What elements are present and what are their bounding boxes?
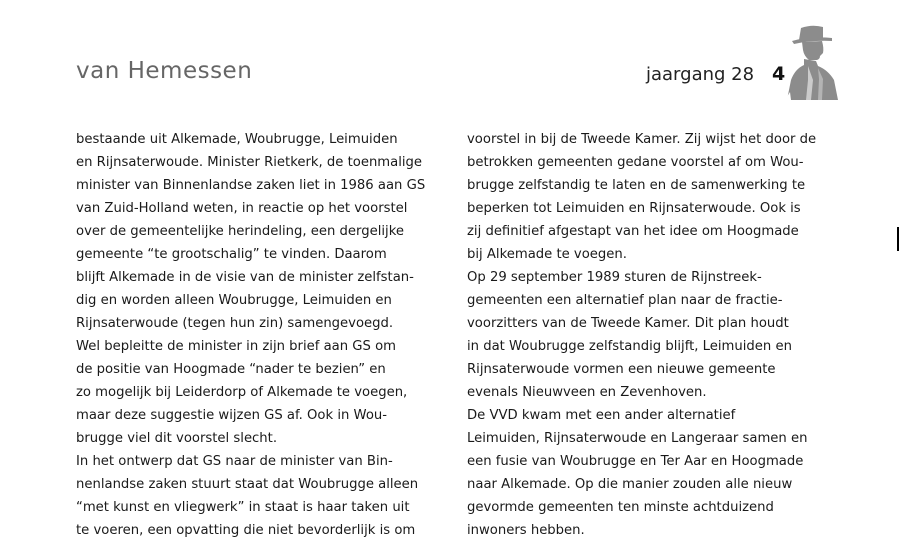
text-line: beperken tot Leimuiden en Rijnsaterwoude. Ook is bbox=[467, 201, 801, 216]
text-line: zo mogelijk bij Leiderdorp of Alkemade te voegen, bbox=[76, 385, 408, 400]
text-line: Rijnsaterwoude vormen een nieuwe gemeente bbox=[467, 362, 776, 377]
text-column-right bbox=[467, 128, 827, 542]
text-cursor bbox=[897, 227, 899, 251]
text-line: gemeente “te grootschalig” te vinden. Daarom bbox=[76, 247, 387, 262]
text-line: voorstel in bij de Tweede Kamer. Zij wijst het door de bbox=[467, 132, 817, 147]
page-number: 4 bbox=[772, 63, 786, 85]
text-line: Wel bepleitte de minister in zijn brief aan GS om bbox=[76, 339, 396, 354]
text-line: en Rijnsaterwoude. Minister Rietkerk, de toenmalige bbox=[76, 155, 423, 170]
text-line: te voeren, een opvatting die niet bevorderlijk is om bbox=[76, 523, 416, 538]
text-line: Rijnsaterwoude (tegen hun zin) samengevoegd. bbox=[76, 316, 394, 331]
text-line: over de gemeentelijke herindeling, een dergelijke bbox=[76, 224, 404, 239]
masthead-title: van Hemessen bbox=[76, 58, 253, 84]
text-line: bij Alkemade te voegen. bbox=[467, 247, 627, 262]
text-line: inwoners hebben. bbox=[467, 523, 585, 538]
text-line: de positie van Hoogmade “nader te bezien” en bbox=[76, 362, 386, 377]
text-line: minister van Binnenlandse zaken liet in 1986 aan GS bbox=[76, 178, 426, 193]
text-line: dig en worden alleen Woubrugge, Leimuiden en bbox=[76, 293, 392, 308]
text-line: een fusie van Woubrugge en Ter Aar en Hoogmade bbox=[467, 454, 804, 469]
text-line: brugge zelfstandig te laten en de samenwerking te bbox=[467, 178, 806, 193]
man-with-hat-silhouette-icon bbox=[782, 22, 840, 100]
text-line: Leimuiden, Rijnsaterwoude en Langeraar samen en bbox=[467, 431, 808, 446]
text-line: gemeenten een alternatief plan naar de fractie- bbox=[467, 293, 783, 308]
text-line: in dat Woubrugge zelfstandig blijft, Leimuiden en bbox=[467, 339, 792, 354]
text-line: maar deze suggestie wijzen GS af. Ook in Wou- bbox=[76, 408, 387, 423]
text-line: Op 29 september 1989 sturen de Rijnstreek- bbox=[467, 270, 762, 285]
issue-label: jaargang 28 bbox=[646, 64, 755, 85]
text-line: De VVD kwam met een ander alternatief bbox=[467, 408, 736, 423]
text-line: “met kunst en vliegwerk” in staat is haar taken uit bbox=[76, 500, 410, 515]
text-line: voorzitters van de Tweede Kamer. Dit plan houdt bbox=[467, 316, 789, 331]
text-column-left bbox=[76, 128, 436, 542]
text-line: naar Alkemade. Op die manier zouden alle nieuw bbox=[467, 477, 793, 492]
text-line: betrokken gemeenten gedane voorstel af om Wou- bbox=[467, 155, 804, 170]
text-line: In het ontwerp dat GS naar de minister van Bin- bbox=[76, 454, 393, 469]
text-line: van Zuid-Holland weten, in reactie op het voorstel bbox=[76, 201, 408, 216]
text-line: bestaande uit Alkemade, Woubrugge, Leimuiden bbox=[76, 132, 398, 147]
text-line: zij definitief afgestapt van het idee om Hoogmade bbox=[467, 224, 799, 239]
text-line: gevormde gemeenten ten minste achtduizend bbox=[467, 500, 774, 515]
text-line: blijft Alkemade in de visie van de minister zelfstan- bbox=[76, 270, 414, 285]
text-line: brugge viel dit voorstel slecht. bbox=[76, 431, 278, 446]
text-line: nenlandse zaken stuurt staat dat Woubrugge alleen bbox=[76, 477, 419, 492]
text-line: evenals Nieuwveen en Zevenhoven. bbox=[467, 385, 707, 400]
